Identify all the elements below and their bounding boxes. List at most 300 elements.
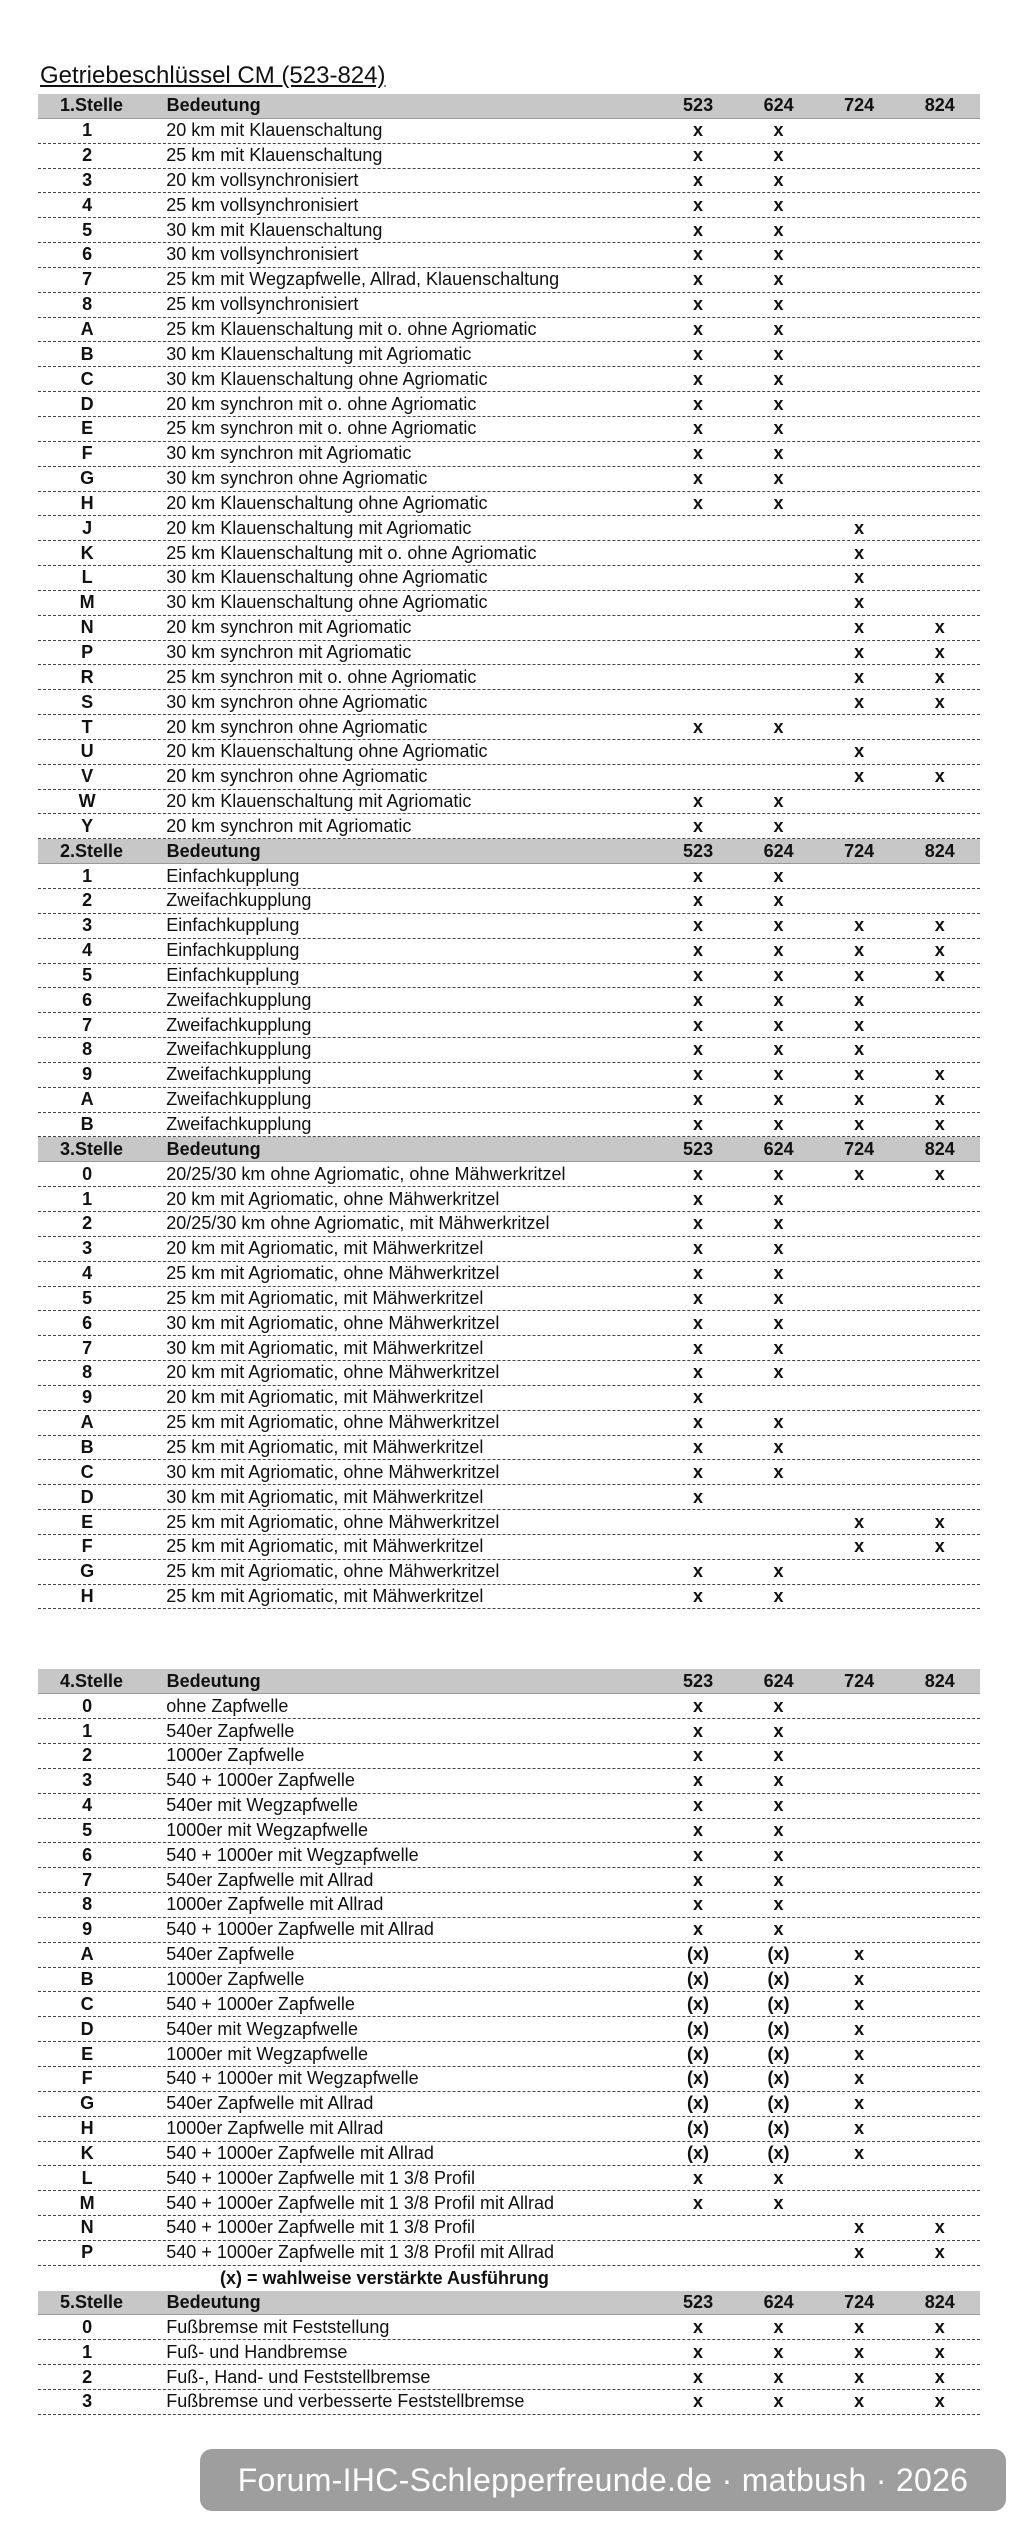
model-mark-624: x bbox=[773, 716, 784, 737]
row-description: 540 + 1000er mit Wegzapfwelle bbox=[166, 1844, 419, 1865]
row-code: 1 bbox=[82, 2341, 93, 2362]
row-code: 4 bbox=[82, 1263, 93, 1284]
table-row bbox=[38, 740, 980, 765]
model-mark-624: (x) bbox=[767, 2118, 790, 2139]
model-mark-624: x bbox=[773, 2391, 784, 2412]
row-code: G bbox=[80, 2093, 95, 2114]
row-code: 5 bbox=[82, 1819, 93, 1840]
row-code: 1 bbox=[82, 1720, 93, 1741]
model-mark-523: x bbox=[692, 1745, 703, 1766]
table-row bbox=[38, 665, 980, 690]
row-code: F bbox=[81, 1536, 93, 1557]
model-mark-523: x bbox=[692, 244, 703, 265]
table-row bbox=[38, 790, 980, 815]
section-4 bbox=[38, 1669, 980, 2290]
table-row bbox=[38, 1287, 980, 1312]
model-mark-624: x bbox=[773, 1312, 784, 1333]
model-mark-624: x bbox=[773, 1869, 784, 1890]
row-code: A bbox=[80, 1944, 94, 1965]
row-code: D bbox=[80, 1486, 94, 1507]
table-row bbox=[38, 243, 980, 268]
model-mark-624: x bbox=[773, 1263, 784, 1284]
table-row bbox=[38, 1585, 980, 1610]
model-mark-523: x bbox=[692, 2167, 703, 2188]
model-mark-624: x bbox=[773, 443, 784, 464]
model-mark-724: x bbox=[854, 1969, 865, 1990]
model-mark-724: x bbox=[854, 617, 865, 638]
model-mark-523: x bbox=[692, 1412, 703, 1433]
section-spacer bbox=[38, 1609, 980, 1669]
model-mark-523: x bbox=[692, 890, 703, 911]
model-mark-824: x bbox=[934, 2341, 945, 2362]
model-mark-523: x bbox=[692, 1387, 703, 1408]
table-row bbox=[38, 516, 980, 541]
model-mark-523: x bbox=[692, 1213, 703, 1234]
model-mark-824: x bbox=[934, 691, 945, 712]
row-description: Fuß- und Handbremse bbox=[166, 2341, 348, 2362]
description-header: Bedeutung bbox=[166, 840, 261, 861]
row-description: 540er mit Wegzapfwelle bbox=[166, 1795, 359, 1816]
row-code: G bbox=[80, 1561, 95, 1582]
model-mark-824: x bbox=[934, 1511, 945, 1532]
table-row bbox=[38, 293, 980, 318]
model-mark-724: x bbox=[854, 2118, 865, 2139]
model-mark-523: x bbox=[692, 1561, 703, 1582]
model-header-523: 523 bbox=[683, 1670, 714, 1691]
row-code: M bbox=[79, 592, 95, 613]
row-code: 3 bbox=[82, 1770, 93, 1791]
model-mark-624: x bbox=[773, 1163, 784, 1184]
model-mark-523: x bbox=[692, 343, 703, 364]
model-mark-724: x bbox=[854, 2242, 865, 2263]
model-mark-624: x bbox=[773, 989, 784, 1010]
model-mark-523: x bbox=[692, 815, 703, 836]
table-row bbox=[38, 889, 980, 914]
document bbox=[38, 62, 980, 2415]
model-mark-523: x bbox=[692, 2316, 703, 2337]
table-row bbox=[38, 442, 980, 467]
model-mark-824: x bbox=[934, 617, 945, 638]
row-code: 0 bbox=[82, 1163, 93, 1184]
footnote: (x) = wahlweise verstärkte Ausführung bbox=[220, 2267, 549, 2288]
row-description: 30 km vollsynchronisiert bbox=[166, 244, 359, 265]
model-mark-624: x bbox=[773, 1695, 784, 1716]
table-row bbox=[38, 1918, 980, 1943]
row-description: 1000er Zapfwelle mit Allrad bbox=[166, 2118, 384, 2139]
table-row bbox=[38, 1694, 980, 1719]
row-code: 6 bbox=[82, 244, 93, 265]
row-code: R bbox=[80, 666, 94, 687]
model-header-824: 824 bbox=[924, 95, 955, 116]
model-mark-523: x bbox=[692, 1461, 703, 1482]
model-mark-824: x bbox=[934, 1114, 945, 1135]
row-description: 25 km synchron mit o. ohne Agriomatic bbox=[166, 418, 477, 439]
page-title: Getriebeschlüssel CM (523-824) bbox=[40, 62, 386, 89]
model-mark-523: x bbox=[692, 1039, 703, 1060]
row-code: A bbox=[80, 319, 94, 340]
row-code: 3 bbox=[82, 169, 93, 190]
model-mark-724: x bbox=[854, 641, 865, 662]
description-header: Bedeutung bbox=[166, 2291, 261, 2312]
description-header: Bedeutung bbox=[166, 1670, 261, 1691]
row-code: 7 bbox=[82, 1869, 93, 1890]
table-row bbox=[38, 169, 980, 194]
row-description: 25 km mit Agriomatic, ohne Mähwerkritzel bbox=[166, 1412, 500, 1433]
row-code: F bbox=[81, 443, 93, 464]
model-mark-523: x bbox=[692, 393, 703, 414]
model-mark-523: x bbox=[692, 2192, 703, 2213]
model-mark-624: x bbox=[773, 219, 784, 240]
row-code: C bbox=[80, 1993, 94, 2014]
section-header bbox=[38, 2291, 980, 2316]
model-mark-523: x bbox=[692, 1114, 703, 1135]
table-row bbox=[38, 566, 980, 591]
table-row bbox=[38, 367, 980, 392]
position-label: 1.Stelle bbox=[60, 95, 124, 116]
model-header-724: 724 bbox=[844, 1670, 875, 1691]
table-row bbox=[38, 2117, 980, 2142]
row-code: 9 bbox=[82, 1919, 93, 1940]
row-code: 8 bbox=[82, 294, 93, 315]
model-mark-624: x bbox=[773, 940, 784, 961]
model-mark-523: x bbox=[692, 219, 703, 240]
model-mark-724: x bbox=[854, 766, 865, 787]
row-code: 0 bbox=[82, 1695, 93, 1716]
model-mark-724: x bbox=[854, 666, 865, 687]
model-mark-523: x bbox=[692, 865, 703, 886]
row-description: 540er mit Wegzapfwelle bbox=[166, 2018, 359, 2039]
row-code: 6 bbox=[82, 989, 93, 1010]
model-mark-724: x bbox=[854, 2341, 865, 2362]
model-mark-824: x bbox=[934, 964, 945, 985]
row-description: 30 km synchron mit Agriomatic bbox=[166, 443, 412, 464]
row-code: 0 bbox=[82, 2316, 93, 2337]
gear-key-tables bbox=[38, 94, 980, 2415]
row-description: 20/25/30 km ohne Agriomatic, ohne Mähwerkritzel bbox=[166, 1163, 566, 1184]
row-code: 7 bbox=[82, 1014, 93, 1035]
table-row bbox=[38, 616, 980, 641]
row-description: ohne Zapfwelle bbox=[166, 1695, 289, 1716]
model-mark-824: x bbox=[934, 915, 945, 936]
row-code: N bbox=[80, 2217, 94, 2238]
model-mark-824: x bbox=[934, 2217, 945, 2238]
table-row bbox=[38, 144, 980, 169]
model-mark-724: x bbox=[854, 542, 865, 563]
model-mark-624: x bbox=[773, 368, 784, 389]
table-row bbox=[38, 2241, 980, 2266]
row-description: Einfachkupplung bbox=[166, 865, 300, 886]
row-description: 25 km Klauenschaltung mit o. ohne Agriomatic bbox=[166, 542, 537, 563]
row-description: 540er Zapfwelle bbox=[166, 1944, 295, 1965]
table-row bbox=[38, 268, 980, 293]
model-mark-523: x bbox=[692, 1436, 703, 1457]
model-mark-523: (x) bbox=[686, 1993, 709, 2014]
row-description: Einfachkupplung bbox=[166, 915, 300, 936]
model-mark-624: (x) bbox=[767, 2142, 790, 2163]
table-row bbox=[38, 964, 980, 989]
section-3 bbox=[38, 1137, 980, 1609]
table-row bbox=[38, 342, 980, 367]
row-code: 4 bbox=[82, 1795, 93, 1816]
row-code: D bbox=[80, 393, 94, 414]
model-mark-624: (x) bbox=[767, 2093, 790, 2114]
model-mark-523: x bbox=[692, 791, 703, 812]
row-description: 540er Zapfwelle bbox=[166, 1720, 295, 1741]
table-row bbox=[38, 2365, 980, 2390]
model-mark-624: x bbox=[773, 269, 784, 290]
table-row bbox=[38, 1560, 980, 1585]
table-row bbox=[38, 690, 980, 715]
model-mark-824: x bbox=[934, 666, 945, 687]
model-mark-523: x bbox=[692, 145, 703, 166]
row-description: 1000er Zapfwelle mit Allrad bbox=[166, 1894, 384, 1915]
row-code: H bbox=[80, 492, 94, 513]
model-mark-824: x bbox=[934, 1089, 945, 1110]
model-mark-523: x bbox=[692, 716, 703, 737]
model-mark-724: x bbox=[854, 1014, 865, 1035]
model-mark-724: x bbox=[854, 2316, 865, 2337]
model-mark-624: x bbox=[773, 1412, 784, 1433]
description-header: Bedeutung bbox=[166, 95, 261, 116]
model-mark-624: x bbox=[773, 1287, 784, 1308]
position-label: 5.Stelle bbox=[60, 2291, 124, 2312]
row-description: 30 km synchron mit Agriomatic bbox=[166, 641, 412, 662]
row-description: 540er Zapfwelle mit Allrad bbox=[166, 1869, 374, 1890]
model-mark-523: x bbox=[692, 1844, 703, 1865]
model-mark-724: x bbox=[854, 1944, 865, 1965]
row-code: B bbox=[80, 1114, 94, 1135]
table-row bbox=[38, 1460, 980, 1485]
row-code: 3 bbox=[82, 2391, 93, 2412]
row-description: 30 km mit Agriomatic, ohne Mähwerkritzel bbox=[166, 1461, 500, 1482]
model-mark-624: x bbox=[773, 1188, 784, 1209]
row-description: 20 km synchron mit Agriomatic bbox=[166, 815, 412, 836]
row-description: Einfachkupplung bbox=[166, 964, 300, 985]
model-mark-624: x bbox=[773, 294, 784, 315]
table-row bbox=[38, 1992, 980, 2017]
position-label: 4.Stelle bbox=[60, 1670, 124, 1691]
model-mark-624: x bbox=[773, 1089, 784, 1110]
model-mark-824: x bbox=[934, 1536, 945, 1557]
row-description: 30 km mit Klauenschaltung bbox=[166, 219, 383, 240]
model-mark-624: x bbox=[773, 1337, 784, 1358]
model-mark-523: x bbox=[692, 1312, 703, 1333]
table-row bbox=[38, 1386, 980, 1411]
model-mark-523: x bbox=[692, 1894, 703, 1915]
table-row bbox=[38, 988, 980, 1013]
row-code: M bbox=[79, 2192, 95, 2213]
table-row bbox=[38, 765, 980, 790]
model-mark-624: (x) bbox=[767, 1969, 790, 1990]
model-mark-523: x bbox=[692, 269, 703, 290]
model-mark-523: x bbox=[692, 368, 703, 389]
table-row bbox=[38, 1361, 980, 1386]
row-description: 540 + 1000er Zapfwelle bbox=[166, 1993, 355, 2014]
model-header-824: 824 bbox=[924, 840, 955, 861]
model-mark-624: (x) bbox=[767, 2043, 790, 2064]
section-header bbox=[38, 1137, 980, 1162]
row-description: Fuß-, Hand- und Feststellbremse bbox=[166, 2366, 431, 2387]
model-mark-523: x bbox=[692, 1263, 703, 1284]
model-mark-724: x bbox=[854, 1114, 865, 1135]
model-mark-523: x bbox=[692, 1770, 703, 1791]
model-mark-724: x bbox=[854, 2217, 865, 2238]
model-mark-724: x bbox=[854, 517, 865, 538]
model-mark-624: x bbox=[773, 1039, 784, 1060]
row-description: Zweifachkupplung bbox=[166, 890, 312, 911]
model-mark-624: x bbox=[773, 1894, 784, 1915]
description-header: Bedeutung bbox=[166, 1138, 261, 1159]
model-mark-724: x bbox=[854, 1993, 865, 2014]
table-row bbox=[38, 2315, 980, 2340]
model-mark-624: x bbox=[773, 1795, 784, 1816]
model-mark-624: x bbox=[773, 1064, 784, 1085]
model-mark-523: x bbox=[692, 1720, 703, 1741]
row-code: 6 bbox=[82, 1844, 93, 1865]
model-mark-624: x bbox=[773, 1213, 784, 1234]
model-header-624: 624 bbox=[763, 1670, 794, 1691]
row-code: S bbox=[81, 691, 94, 712]
row-description: 1000er mit Wegzapfwelle bbox=[166, 2043, 369, 2064]
row-code: 3 bbox=[82, 915, 93, 936]
model-mark-523: x bbox=[692, 1287, 703, 1308]
table-row bbox=[38, 1411, 980, 1436]
row-code: B bbox=[80, 343, 94, 364]
row-description: 25 km mit Klauenschaltung bbox=[166, 145, 383, 166]
table-row bbox=[38, 1262, 980, 1287]
model-mark-523: x bbox=[692, 443, 703, 464]
row-code: 3 bbox=[82, 1238, 93, 1259]
row-description: 20 km mit Agriomatic, mit Mähwerkritzel bbox=[166, 1387, 484, 1408]
model-mark-523: (x) bbox=[686, 1969, 709, 1990]
row-code: J bbox=[82, 517, 93, 538]
model-mark-624: x bbox=[773, 194, 784, 215]
model-mark-624: x bbox=[773, 915, 784, 936]
row-code: K bbox=[80, 2142, 94, 2163]
model-mark-724: x bbox=[854, 1039, 865, 1060]
model-mark-624: x bbox=[773, 1436, 784, 1457]
row-code: 9 bbox=[82, 1064, 93, 1085]
row-description: 20 km Klauenschaltung ohne Agriomatic bbox=[166, 741, 488, 762]
model-header-624: 624 bbox=[763, 840, 794, 861]
row-code: 4 bbox=[82, 940, 93, 961]
table-row bbox=[38, 1893, 980, 1918]
section-5 bbox=[38, 2291, 980, 2415]
section-header bbox=[38, 1669, 980, 1694]
row-description: 540 + 1000er Zapfwelle bbox=[166, 1770, 355, 1791]
row-description: Zweifachkupplung bbox=[166, 1039, 312, 1060]
table-row bbox=[38, 1013, 980, 1038]
table-row bbox=[38, 1794, 980, 1819]
row-code: 7 bbox=[82, 269, 93, 290]
model-header-523: 523 bbox=[683, 95, 714, 116]
model-mark-523: x bbox=[692, 194, 703, 215]
row-description: 540 + 1000er Zapfwelle mit 1 3/8 Profil bbox=[166, 2217, 475, 2238]
row-description: 20 km mit Agriomatic, ohne Mähwerkritzel bbox=[166, 1362, 500, 1383]
table-row bbox=[38, 2166, 980, 2191]
row-code: F bbox=[81, 2068, 93, 2089]
model-mark-724: x bbox=[854, 2018, 865, 2039]
model-mark-724: x bbox=[854, 1064, 865, 1085]
table-row bbox=[38, 2042, 980, 2067]
model-mark-624: x bbox=[773, 169, 784, 190]
row-description: 20 km synchron mit Agriomatic bbox=[166, 617, 412, 638]
row-code: G bbox=[80, 468, 95, 489]
model-mark-624: (x) bbox=[767, 1944, 790, 1965]
model-mark-523: x bbox=[692, 964, 703, 985]
row-description: 20 km mit Agriomatic, mit Mähwerkritzel bbox=[166, 1238, 484, 1259]
row-description: 30 km mit Agriomatic, mit Mähwerkritzel bbox=[166, 1486, 484, 1507]
table-row bbox=[38, 2216, 980, 2241]
row-code: 2 bbox=[82, 145, 93, 166]
table-row bbox=[38, 2017, 980, 2042]
model-mark-624: x bbox=[773, 1819, 784, 1840]
model-mark-624: (x) bbox=[767, 2018, 790, 2039]
row-code: T bbox=[81, 716, 93, 737]
model-mark-624: x bbox=[773, 1745, 784, 1766]
row-code: 1 bbox=[82, 120, 93, 141]
row-code: 1 bbox=[82, 1188, 93, 1209]
model-mark-523: x bbox=[692, 2366, 703, 2387]
table-row bbox=[38, 218, 980, 243]
table-row bbox=[38, 1162, 980, 1187]
row-code: Y bbox=[81, 815, 94, 836]
model-mark-624: x bbox=[773, 2167, 784, 2188]
section-2 bbox=[38, 839, 980, 1137]
model-mark-624: x bbox=[773, 964, 784, 985]
model-mark-523: x bbox=[692, 1486, 703, 1507]
model-header-724: 724 bbox=[844, 1138, 875, 1159]
model-mark-624: x bbox=[773, 393, 784, 414]
model-mark-624: x bbox=[773, 492, 784, 513]
model-mark-724: x bbox=[854, 1536, 865, 1557]
model-mark-523: x bbox=[692, 319, 703, 340]
model-header-523: 523 bbox=[683, 840, 714, 861]
row-description: 20 km synchron ohne Agriomatic bbox=[166, 716, 428, 737]
section-1 bbox=[38, 94, 980, 839]
model-mark-624: x bbox=[773, 2192, 784, 2213]
row-description: 30 km Klauenschaltung ohne Agriomatic bbox=[166, 592, 488, 613]
table-row bbox=[38, 1769, 980, 1794]
model-mark-724: x bbox=[854, 592, 865, 613]
model-mark-523: x bbox=[692, 1089, 703, 1110]
table-row bbox=[38, 1943, 980, 1968]
row-code: 8 bbox=[82, 1039, 93, 1060]
row-description: 25 km vollsynchronisiert bbox=[166, 294, 359, 315]
row-code: 2 bbox=[82, 2366, 93, 2387]
model-mark-724: x bbox=[854, 964, 865, 985]
model-header-523: 523 bbox=[683, 2291, 714, 2312]
row-description: 20 km synchron ohne Agriomatic bbox=[166, 766, 428, 787]
row-code: 7 bbox=[82, 1337, 93, 1358]
table-row bbox=[38, 1336, 980, 1361]
row-description: 20 km synchron mit o. ohne Agriomatic bbox=[166, 393, 477, 414]
row-description: 540 + 1000er Zapfwelle mit 1 3/8 Profil mit Allrad bbox=[166, 2242, 554, 2263]
model-mark-624: x bbox=[773, 1362, 784, 1383]
model-mark-523: x bbox=[692, 1163, 703, 1184]
table-row bbox=[38, 2067, 980, 2092]
row-code: 8 bbox=[82, 1894, 93, 1915]
row-code: P bbox=[81, 2242, 94, 2263]
model-mark-624: x bbox=[773, 2366, 784, 2387]
table-row bbox=[38, 2092, 980, 2117]
row-description: 30 km Klauenschaltung mit Agriomatic bbox=[166, 343, 472, 364]
row-description: 540 + 1000er Zapfwelle mit Allrad bbox=[166, 2142, 434, 2163]
table-row bbox=[38, 914, 980, 939]
row-description: Fußbremse mit Feststellung bbox=[166, 2316, 390, 2337]
table-row bbox=[38, 641, 980, 666]
model-mark-824: x bbox=[934, 1064, 945, 1085]
